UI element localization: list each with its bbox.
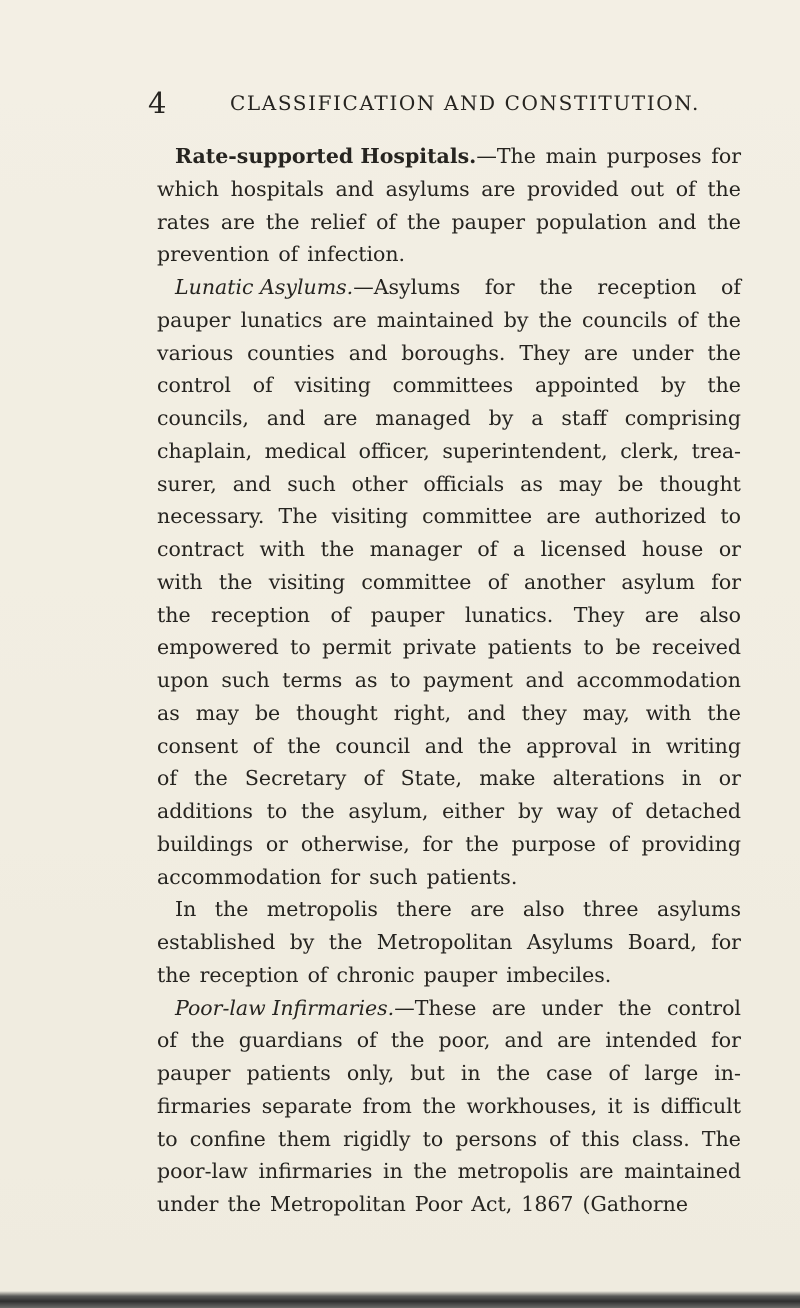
paragraph xyxy=(157,893,741,991)
word: rigidly xyxy=(343,1126,411,1151)
word: the xyxy=(538,307,573,332)
word: clerk, xyxy=(620,438,680,463)
word: there xyxy=(396,897,452,922)
word: council xyxy=(335,733,411,758)
word: detached xyxy=(645,799,741,823)
word: of xyxy=(307,962,328,987)
word: which xyxy=(157,176,219,201)
word: guardians xyxy=(238,1028,343,1053)
word: by xyxy=(488,406,514,430)
word: infection. xyxy=(307,242,406,267)
word: main xyxy=(545,144,597,168)
word: the xyxy=(218,569,253,594)
text-line xyxy=(157,926,741,959)
text-line xyxy=(157,861,741,894)
text-line xyxy=(157,500,741,533)
word: such xyxy=(369,864,418,889)
word: committee xyxy=(422,504,533,529)
word: councils, xyxy=(157,406,249,430)
word: of xyxy=(677,307,698,332)
word: purposes xyxy=(606,144,702,168)
word: necessary. xyxy=(157,504,265,529)
text-line xyxy=(157,566,741,599)
word: 1867 xyxy=(521,1192,574,1216)
word: of xyxy=(356,1028,377,1053)
running-head: CLASSIFICATION AND CONSTITUTION. xyxy=(230,91,700,115)
word: the xyxy=(477,733,512,758)
word: Metropolitan xyxy=(376,930,513,954)
word: reception xyxy=(211,602,311,627)
word: providing xyxy=(641,831,741,856)
word: of xyxy=(608,831,629,856)
word: and xyxy=(467,700,506,725)
word: as xyxy=(157,700,180,725)
word: house xyxy=(641,537,704,561)
word: the xyxy=(707,340,741,365)
text-line xyxy=(157,337,741,370)
word: the xyxy=(157,602,191,627)
paragraph xyxy=(157,992,741,1221)
word: permit xyxy=(322,635,392,660)
text-line xyxy=(157,369,741,402)
word: and xyxy=(266,406,306,430)
word: are xyxy=(546,504,581,529)
word: received xyxy=(652,635,741,660)
word: the xyxy=(194,766,228,791)
word: may, xyxy=(582,700,630,725)
text-line xyxy=(157,1123,741,1156)
word: also xyxy=(699,602,741,627)
text-line xyxy=(157,1155,741,1188)
word: in xyxy=(681,766,702,791)
word: lunatics xyxy=(240,307,323,332)
word: imbeciles. xyxy=(506,962,612,987)
word: workhouses, xyxy=(466,1093,598,1118)
word: of xyxy=(549,1126,570,1151)
word: case xyxy=(546,1061,593,1085)
word: to xyxy=(583,635,605,660)
word: also xyxy=(522,897,565,922)
word: intended xyxy=(605,1028,698,1053)
word: pauper xyxy=(423,962,498,987)
word: Rate-supported Hospitals.—The xyxy=(175,144,536,168)
word: of xyxy=(330,602,351,627)
word: for xyxy=(484,275,515,299)
word: lunatics. xyxy=(464,602,554,627)
text-line xyxy=(157,599,741,632)
word: the xyxy=(227,1192,262,1216)
word: this xyxy=(581,1126,620,1151)
word: poor-law xyxy=(157,1159,248,1184)
word: chaplain, xyxy=(157,438,253,463)
word: manager xyxy=(369,537,462,561)
text-line xyxy=(157,697,741,730)
word: as xyxy=(354,668,378,692)
word: a xyxy=(531,406,544,430)
text-line xyxy=(157,1188,741,1221)
word: they xyxy=(521,700,567,725)
word: control xyxy=(667,995,741,1020)
word: officer, xyxy=(358,438,430,463)
word: population xyxy=(536,209,647,234)
word: thought xyxy=(296,700,378,725)
text-line xyxy=(157,959,741,992)
word: to xyxy=(720,504,741,529)
word: to xyxy=(157,1126,178,1151)
word: or xyxy=(718,766,741,791)
text-line xyxy=(157,762,741,795)
word: committee xyxy=(361,569,472,594)
word: the xyxy=(707,373,741,398)
word: of xyxy=(157,766,177,791)
word: appointed xyxy=(534,373,640,398)
word: are xyxy=(491,995,526,1020)
word: of xyxy=(611,799,632,823)
text-line xyxy=(157,271,741,304)
word: the xyxy=(413,1159,447,1184)
word: Poor xyxy=(414,1192,463,1216)
word: in- xyxy=(714,1061,741,1085)
text-line xyxy=(157,1057,741,1090)
word: the xyxy=(707,209,741,234)
word: are xyxy=(644,602,679,627)
word: medical xyxy=(264,438,347,463)
word: buildings xyxy=(157,831,253,856)
word: poor, xyxy=(438,1028,491,1053)
word: for xyxy=(711,569,741,594)
word: of xyxy=(376,209,397,234)
word: pauper xyxy=(157,1061,231,1085)
word: consent xyxy=(157,733,239,758)
text-line xyxy=(157,238,741,271)
word: with xyxy=(645,700,692,725)
text-line xyxy=(157,468,741,501)
word: or xyxy=(265,831,288,856)
word: by xyxy=(660,373,686,398)
word: upon xyxy=(157,668,209,692)
word: and xyxy=(348,340,388,365)
word: or xyxy=(718,537,741,561)
word: a xyxy=(512,537,526,561)
word: hospitals xyxy=(230,176,324,201)
word: for xyxy=(711,144,741,168)
word: metropolis xyxy=(266,897,378,922)
word: visiting xyxy=(268,569,346,594)
page-edge-shadow xyxy=(0,1291,800,1308)
word: writing xyxy=(665,733,741,758)
text-line xyxy=(157,1024,741,1057)
word: contract xyxy=(157,537,245,561)
word: the xyxy=(707,307,741,332)
word: rates xyxy=(157,209,210,234)
word: accommodation xyxy=(157,864,322,889)
word: the xyxy=(406,209,441,234)
word: of xyxy=(363,766,384,791)
word: control xyxy=(157,373,231,398)
word: by xyxy=(518,799,543,823)
word: is xyxy=(633,1093,651,1118)
word: such xyxy=(221,668,270,692)
word: Poor-law Infirmaries.—These xyxy=(175,995,477,1020)
word: for xyxy=(711,1028,741,1053)
word: the xyxy=(191,1028,225,1053)
word: relief xyxy=(310,209,366,234)
word: are xyxy=(583,340,619,365)
word: way xyxy=(556,799,598,823)
word: provided xyxy=(527,176,619,201)
word: reception xyxy=(199,962,299,987)
word: accommodation xyxy=(576,668,741,692)
word: to xyxy=(266,799,288,823)
word: They xyxy=(573,602,625,627)
word: visiting xyxy=(331,504,409,529)
word: persons xyxy=(455,1126,537,1151)
word: to xyxy=(390,668,411,692)
word: are xyxy=(557,1028,592,1053)
word: by xyxy=(289,930,315,954)
word: are xyxy=(579,1159,614,1184)
word: for xyxy=(711,930,741,954)
word: officials xyxy=(423,471,505,496)
text-line xyxy=(157,730,741,763)
word: be xyxy=(254,700,281,725)
word: separate xyxy=(261,1093,353,1118)
word: metropolis xyxy=(457,1159,569,1184)
word: the xyxy=(287,733,321,758)
text-line xyxy=(157,992,741,1025)
word: of xyxy=(252,733,273,758)
word: chronic xyxy=(336,962,415,987)
word: payment xyxy=(423,668,513,692)
word: difficult xyxy=(660,1093,741,1118)
word: such xyxy=(287,471,336,496)
word: the xyxy=(157,962,191,987)
word: the xyxy=(422,1093,456,1118)
word: patients. xyxy=(426,864,518,889)
text-line xyxy=(157,435,741,468)
word: boroughs. xyxy=(401,340,506,365)
word: to xyxy=(422,1126,444,1151)
word: State, xyxy=(400,766,463,791)
word: and xyxy=(504,1028,544,1053)
word: trea- xyxy=(691,438,741,463)
word: are xyxy=(220,209,255,234)
word: managed xyxy=(375,406,471,430)
word: empowered xyxy=(157,635,279,660)
word: maintained xyxy=(624,1159,741,1184)
word: prevention xyxy=(157,242,270,267)
word: alterations xyxy=(552,766,665,791)
word: and xyxy=(657,209,697,234)
text-line xyxy=(157,402,741,435)
word: may xyxy=(195,700,239,725)
word: and xyxy=(424,733,464,758)
word: In xyxy=(175,897,197,922)
word: the xyxy=(707,176,741,201)
text-line xyxy=(157,533,741,566)
word: in xyxy=(631,733,652,758)
word: are xyxy=(470,897,505,922)
body-text xyxy=(157,140,741,1221)
word: for xyxy=(422,831,453,856)
word: and xyxy=(335,176,375,201)
text-line xyxy=(157,140,741,173)
paragraph-heading: Rate-supported Hospitals. xyxy=(175,144,477,168)
word: the xyxy=(265,209,300,234)
word: They xyxy=(519,340,570,365)
word: in xyxy=(460,1061,481,1085)
text-line xyxy=(157,828,741,861)
word: the xyxy=(328,930,363,954)
word: out xyxy=(630,176,665,201)
text-line xyxy=(157,1090,741,1123)
word: committees xyxy=(392,373,514,398)
word: the xyxy=(214,897,249,922)
word: and xyxy=(232,471,272,496)
word: confine xyxy=(189,1126,266,1151)
word: authorized xyxy=(594,504,707,529)
word: pauper xyxy=(451,209,526,234)
word: comprising xyxy=(624,406,741,430)
word: established xyxy=(157,930,276,954)
word: (Gathorne xyxy=(582,1192,688,1216)
word: and xyxy=(525,668,565,692)
paragraph xyxy=(157,271,741,893)
word: are xyxy=(481,176,516,201)
word: of xyxy=(157,1028,177,1053)
word: otherwise, xyxy=(300,831,410,856)
word: of xyxy=(278,242,299,267)
word: asylum xyxy=(621,569,695,594)
word: either xyxy=(442,799,505,823)
word: The xyxy=(701,1126,741,1151)
word: large xyxy=(644,1061,699,1085)
word: Metropolitan xyxy=(270,1192,406,1216)
word: Lunatic Asylums.—Asylums xyxy=(175,275,461,299)
word: the xyxy=(301,799,335,823)
word: with xyxy=(157,569,203,594)
word: surer, xyxy=(157,471,217,496)
text-line xyxy=(157,664,741,697)
paragraph-heading: Poor-law Infirmaries. xyxy=(175,995,395,1020)
word: but xyxy=(410,1061,445,1085)
word: of xyxy=(487,569,508,594)
word: under xyxy=(631,340,694,365)
word: infirmaries xyxy=(258,1159,373,1184)
word: visiting xyxy=(294,373,371,398)
word: make xyxy=(479,766,536,791)
word: the xyxy=(465,831,499,856)
word: the xyxy=(618,995,652,1020)
word: by xyxy=(503,307,529,332)
text-line xyxy=(157,631,741,664)
word: be xyxy=(618,471,644,496)
word: them xyxy=(277,1126,331,1151)
word: asylum, xyxy=(348,799,429,823)
word: thought xyxy=(659,471,741,496)
text-line xyxy=(157,304,741,337)
word: under xyxy=(541,995,603,1020)
word: as xyxy=(520,471,543,496)
word: for xyxy=(330,864,361,889)
word: of xyxy=(252,373,273,398)
word: Board, xyxy=(627,930,697,954)
word: asylums xyxy=(656,897,741,922)
word: The xyxy=(278,504,318,529)
word: under xyxy=(157,1192,219,1216)
word: another xyxy=(523,569,606,594)
word: in xyxy=(383,1159,403,1184)
word: approval xyxy=(526,733,618,758)
word: maintained xyxy=(376,307,494,332)
word: asylums xyxy=(385,176,470,201)
word: it xyxy=(607,1093,623,1118)
word: councils xyxy=(582,307,668,332)
word: class. xyxy=(631,1126,690,1151)
word: are xyxy=(323,406,358,430)
word: from xyxy=(362,1093,412,1118)
page-header xyxy=(148,88,734,118)
text-line xyxy=(157,795,741,828)
text-line xyxy=(157,893,741,926)
word: patients xyxy=(487,635,573,660)
word: various xyxy=(157,340,234,365)
word: of xyxy=(608,1061,629,1085)
word: Act, xyxy=(471,1192,513,1216)
word: the xyxy=(390,1028,425,1053)
word: superintendent, xyxy=(442,438,608,463)
word: the xyxy=(320,537,355,561)
word: other xyxy=(351,471,408,496)
paragraph-heading: Lunatic Asylums. xyxy=(175,275,354,299)
word: counties xyxy=(247,340,335,365)
page-number: 4 xyxy=(148,86,167,120)
word: the xyxy=(707,700,741,725)
word: the xyxy=(496,1061,531,1085)
word: of xyxy=(721,275,741,299)
paragraph xyxy=(157,140,741,271)
word: patients xyxy=(246,1061,331,1085)
word: be xyxy=(615,635,641,660)
word: pauper xyxy=(370,602,445,627)
word: purpose xyxy=(511,831,596,856)
word: firmaries xyxy=(157,1093,252,1118)
word: reception xyxy=(597,275,697,299)
word: Secretary xyxy=(244,766,347,791)
word: of xyxy=(477,537,498,561)
word: three xyxy=(582,897,639,922)
text-line xyxy=(157,206,741,239)
word: with xyxy=(259,537,306,561)
word: of xyxy=(675,176,696,201)
word: the xyxy=(539,275,573,299)
text-line xyxy=(157,173,741,206)
word: staff xyxy=(561,406,607,430)
word: only, xyxy=(346,1061,395,1085)
word: right, xyxy=(393,700,452,725)
word: terms xyxy=(282,668,343,692)
word: are xyxy=(332,307,367,332)
word: Asylums xyxy=(526,930,614,954)
word: additions xyxy=(157,799,253,823)
word: may xyxy=(558,471,603,496)
word: to xyxy=(290,635,311,660)
word: pauper xyxy=(157,307,231,332)
word: private xyxy=(402,635,477,660)
word: licensed xyxy=(540,537,627,561)
